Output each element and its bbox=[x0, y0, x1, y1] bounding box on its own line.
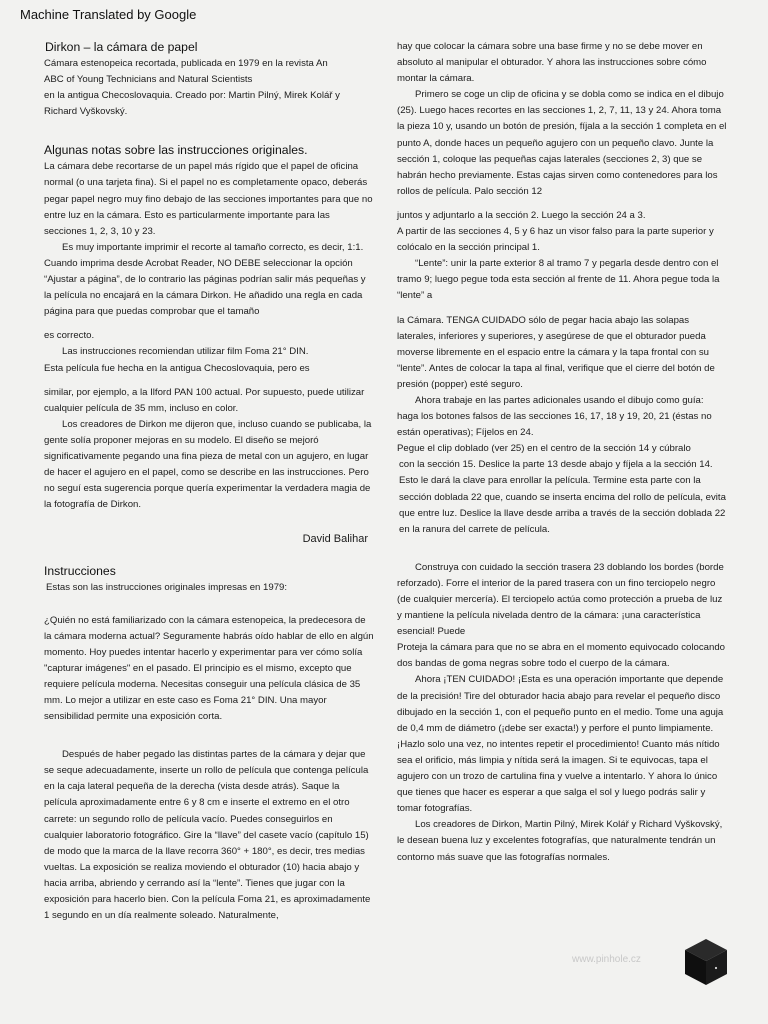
intro-line-2: ABC of Young Technicians and Natural Scientists bbox=[44, 74, 253, 86]
left-column bbox=[44, 39, 374, 924]
assembly-paragraph-1: hay que colocar la cámara sobre una base firme y no se debe mover en absoluto al manipular el obturador. Y ahora las instrucciones sobre cómo montar la cámara. bbox=[397, 41, 707, 85]
instructions-subtitle: Estas son las instrucciones originales impresas en 1979: bbox=[46, 582, 288, 594]
instructions-heading: Instrucciones bbox=[44, 564, 116, 579]
notes-heading: Algunas notas sobre las instrucciones originales. bbox=[44, 143, 308, 158]
intro-line-4: Richard Vyškovský. bbox=[44, 106, 128, 118]
clip-paragraph: Pegue el clip doblado (ver 25) en el centro de la sección 14 y cúbralo bbox=[397, 443, 691, 455]
notes-paragraph-3: Las instrucciones recomiendan utilizar film Foma 21° DIN. bbox=[62, 346, 309, 358]
article-title: Dirkon – la cámara de papel bbox=[45, 40, 198, 54]
pinhole-camera-cube-icon bbox=[683, 937, 729, 987]
notes-paragraph-2: Es muy importante imprimir el recorte al tamaño correcto, es decir, 1:1. Cuando imprima desde Acrobat Reader, NO DEBE seleccionar la opción “Ajustar a página”, de lo contrario las páginas podrían salir más pequeñas y la película no encajará en la cámara Dirkon. He añadido una regla en cada página para que puedas comprobar que el tamaño bbox=[44, 241, 366, 318]
notes-paragraph-2-end: es correcto. bbox=[44, 330, 95, 342]
intro-line-1: Cámara estenopeica recortada, publicada en 1979 en la revista An bbox=[44, 58, 328, 69]
notes-paragraph-1: La cámara debe recortarse de un papel más rígido que el papel de oficina normal (o una tarjeta fina). Si el papel no es completamente opaco, deberás pegar papel negro muy fino debajo de las secciones importantes para que no entre luz en la cámara. Esto es particularmente importante para las secciones 1, 2, 3, 10 y 23. bbox=[44, 161, 373, 237]
rubber-bands-paragraph: Proteja la cámara para que no se abra en el momento equivocado colocando dos bandas de goma negras sobre todo el cuerpo de la cámara. bbox=[397, 642, 725, 670]
lens-paragraph-cont: la Cámara. TENGA CUIDADO sólo de pegar hacia abajo las solapas laterales, inferiores y superiores, y asegúrese de que el obturador pueda moverse libremente en el espacio entre la cámara y la tapa frontal con su “lente”. Antes de colocar la tapa al final, verifique que el cierre del botón de presión (popper) esté seguro. bbox=[397, 314, 715, 390]
right-column bbox=[397, 39, 727, 866]
intro-line-3: en la antigua Checoslovaquia. Creado por: Martin Pilný, Mirek Kolář y bbox=[44, 90, 340, 102]
instructions-paragraph-2: Después de haber pegado las distintas partes de la cámara y dejar que se seque adecuadamente, inserte un rollo de película que contenga película en la caja lateral pequeña de la derecha (vista desde atrás). Saque la película aproximadamente entre 6 y 8 cm e inserte el extremo en el otro carrete: un segundo rollo de película vacío. Puedes conseguirlos en cualquier laboratorio fotográfico. Gire la “llave” del casete vacío (capítulo 15) de modo que la marca de la llave recorra 360° + 180°, es decir, tres medias vueltas. La exposición se realiza moviendo el obturador (10) hacia abajo y hacia arriba, abriendo y cerrando así la “lente”. Tienes que jugar con la exposición para hacerlo bien. Con la película Foma 21, es aproximadamente 1 segundo en un día realmente soleado. Naturalmente, bbox=[44, 749, 371, 922]
instructions-paragraph-1: ¿Quién no está familiarizado con la cámara estenopeica, la predecesora de la cámara moderna actual? Seguramente habrás oído hablar de ello en algún momento. Hoy puedes intentar hacerlo y experimentar para ver cómo solía "capturar imágenes" en el pasado. El principio es el mismo, excepto que requiere película moderna. Necesitas conseguir una película clásica de 35 mm. Lo mejor a utilizar en este caso es Foma 21° DIN. Una mayor sensibilidad permite una exposición corta. bbox=[44, 614, 374, 723]
author-signature: David Balihar bbox=[302, 533, 368, 546]
closing-paragraph: Los creadores de Dirkon, Martin Pilný, Mirek Kolář y Richard Vyškovský, le desean buena luz y excelentes fotografías, que naturalmente tendrán un contorno más suave que las fotografías normales. bbox=[397, 819, 723, 863]
assembly-paragraph-3-cont: A partir de las secciones 4, 5 y 6 haz un visor falso para la parte superior y colócalo en la sección principal 1. bbox=[397, 226, 714, 254]
assembly-paragraph-2: Primero se coge un clip de oficina y se dobla como se indica en el dibujo (25). Luego haces recortes en las secciones 1, 2, 7, 11, 13 y 24. Ahora toma la pieza 10 y, usando un botón de presión, fíjala a la sección 1 completa en el punto A, donde haces un pequeño agujero con un pequeño clavo. Junte la sección 1, coloque las pequeñas cajas laterales (secciones 2, 3) que se habrán hecho previamente. Estas cajas sirven como contenedores para los rollos de película. Palo sección 12 bbox=[397, 89, 727, 197]
notes-paragraph-3-cont: Esta película fue hecha en la antigua Checoslovaquia, pero es bbox=[44, 362, 310, 374]
extra-parts-paragraph: Ahora trabaje en las partes adicionales usando el dibujo como guía: haga los botones falsos de las secciones 16, 17, 18 y 19, 20, 21 (éstas no están operativas); Fíjelos en 24. bbox=[397, 394, 712, 439]
pinhole-paragraph: Ahora ¡TEN CUIDADO! ¡Esta es una operación importante que depende de la precisión! Tire del obturador hacia abajo para revelar el pequeño disco dibujado en la sección 1, con el pequeño punto en el medio. Tome una aguja de 0,4 mm de diámetro (¡debe ser exacta!) y perfore el punto limpiamente. ¡Hazlo solo una vez, no intentes repetir el procedimiento! Cuanto más nítido sea el orificio, más limpia y nítida será la imagen. Si te equivocas, tapa el agujero con un trozo de cartulina fina y vuelve a intentarlo. Y ahora lo único que tienes que hacer es esperar a que salga el sol y luego podrás salir y tomar fotografías. bbox=[397, 674, 724, 815]
machine-translation-banner: Machine Translated by Google bbox=[20, 7, 197, 22]
clip-paragraph-cont: con la sección 15. Deslice la parte 13 desde abajo y fíjela a la sección 14. Esto le dará la clave para enrollar la película. Termine esta parte con la sección doblada 22 que, cuando se inserta encima del rollo de película, evita que entre luz. Deslice la llave desde arriba a través de la sección doblada 22 en la ranura del carrete de película. bbox=[399, 459, 726, 535]
footer-url: www.pinhole.cz bbox=[572, 954, 641, 965]
lens-paragraph: “Lente”: unir la parte exterior 8 al tramo 7 y pegarla desde dentro con el tramo 9; luego pegue toda esta sección al frente de 11. Ahora pegue toda la “lente” a bbox=[397, 258, 720, 302]
notes-paragraph-4: Los creadores de Dirkon me dijeron que, incluso cuando se publicaba, la gente solía proponer mejoras en su modelo. El diseño se mejoró significativamente pegando una fina pieza de metal con un agujero, en lugar de hacer el agujero en el papel, como se describe en las instrucciones. Pero no seguí esta sugerencia porque quería experimentar la verdadera magia de la fotografía de Dirkon. bbox=[44, 418, 372, 511]
notes-paragraph-3-end: similar, por ejemplo, a la Ilford PAN 100 actual. Por supuesto, puede utilizar cualquier película de 35 mm, incluso en color. bbox=[44, 386, 365, 414]
assembly-paragraph-3: juntos y adjuntarlo a la sección 2. Luego la sección 24 a 3. bbox=[397, 209, 646, 221]
back-section-paragraph: Construya con cuidado la sección trasera 23 doblando los bordes (borde reforzado). Forre el interior de la pared trasera con un fino terciopelo negro (de cualquier mercería). El terciopelo actúa como protección a prueba de luz y mantiene la película nivelada dentro de la cámara: ¡una característica esencial! Puede bbox=[397, 561, 724, 638]
